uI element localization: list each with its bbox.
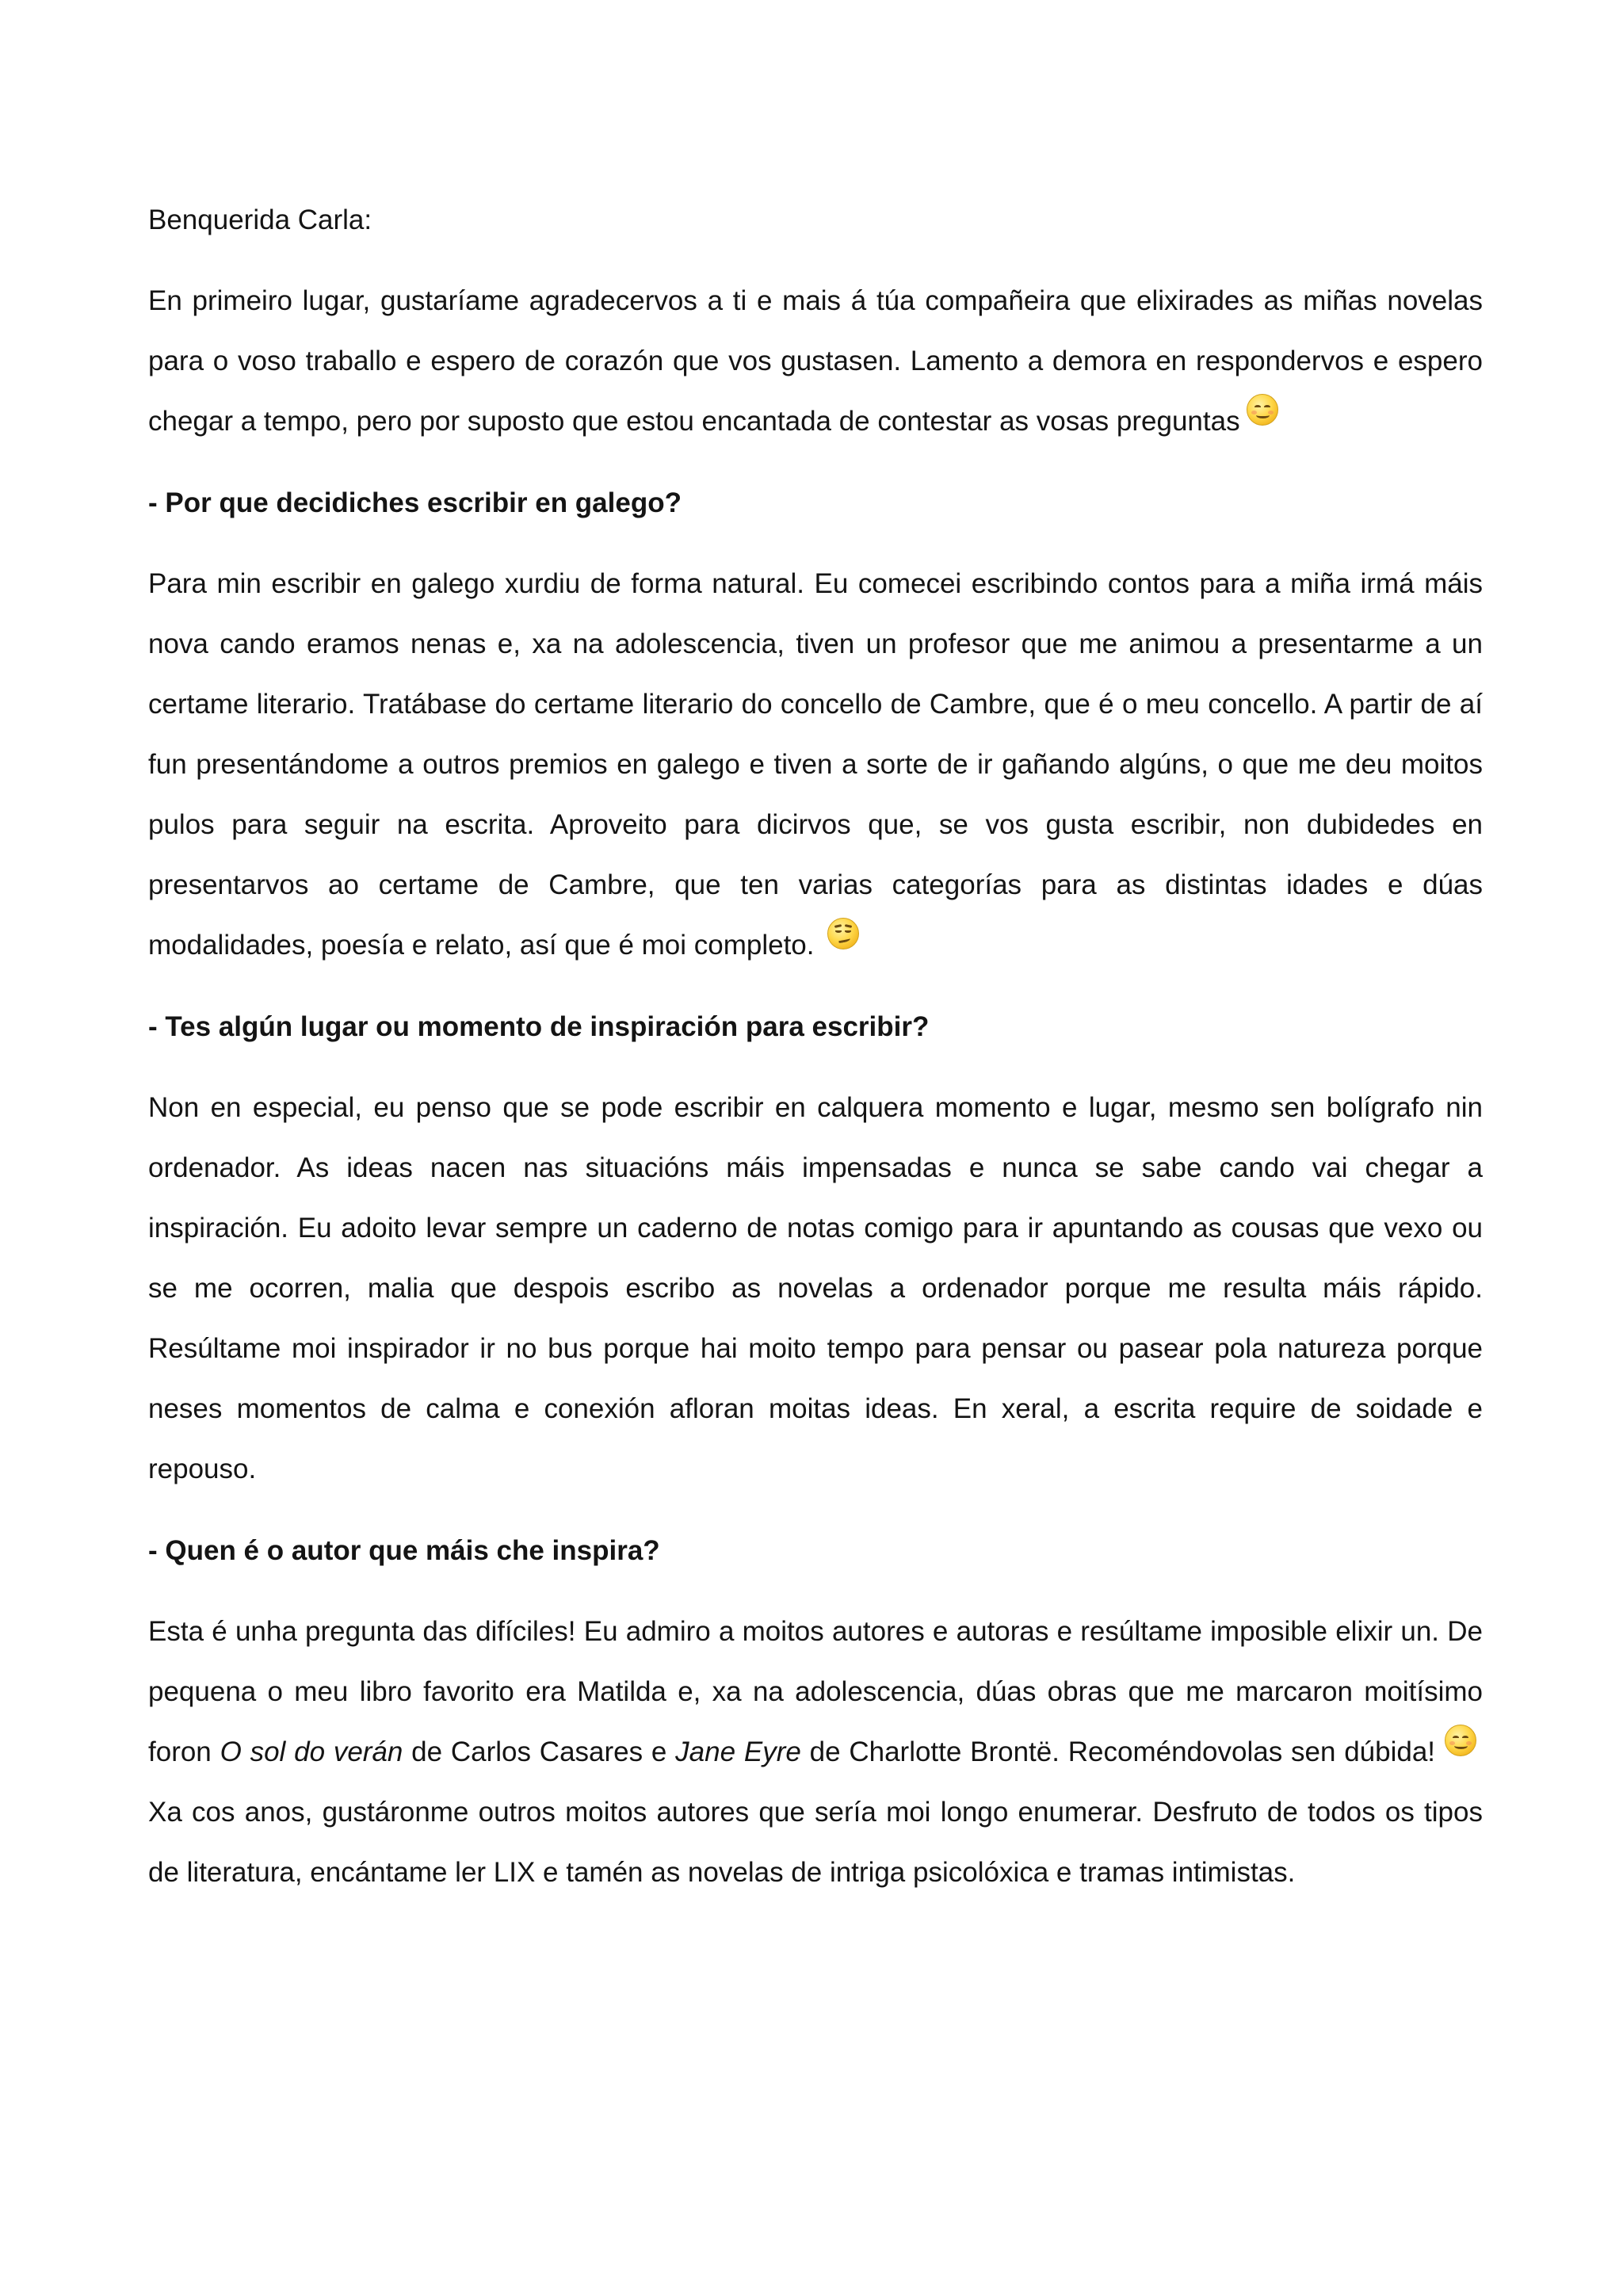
intro-paragraph <box>148 271 1483 452</box>
question-2 <box>148 997 1483 1057</box>
answer-3-part-3: de Charlotte Brontë. Recoméndovolas sen dúbida! <box>800 1736 1436 1767</box>
question-1 <box>148 473 1483 533</box>
answer-3-part-2: de Carlos Casares e <box>403 1736 676 1767</box>
answer-1 <box>148 554 1483 976</box>
book-title-jane-eyre: Jane Eyre <box>675 1736 801 1767</box>
question-1-text: - Por que decidiches escribir en galego? <box>148 487 682 518</box>
smirking-face-icon <box>827 918 859 949</box>
answer-3-part-1: Esta é unha pregunta das difíciles! Eu admiro a moitos autores e autoras e resúltame imposible elixir un. De pequena o meu libro favorito era Matilda e, xa na adolescencia, dúas obras que me marcaron moitísimo foron <box>148 1616 1483 1767</box>
question-3-text: - Quen é o autor que máis che inspira? <box>148 1535 660 1566</box>
letter-body <box>148 190 1483 1924</box>
question-3 <box>148 1521 1483 1581</box>
answer-1-text: Para min escribir en galego xurdiu de forma natural. Eu comecei escribindo contos para a miña irmá máis nova cando eramos nenas e, xa na adolescencia, tiven un profesor que me animou a presentarme a un certame literario. Tratábase do certame literario do concello de Cambre, que é o meu concello. A partir de aí fun presentándome a outros premios en galego e tiven a sorte de ir gañando algúns, o que me deu moitos pulos para seguir na escrita. Aproveito para dicirvos que, se vos gusta escribir, non dubidedes en presentarvos ao certame de Cambre, que ten varias categorías para as distintas idades e dúas modalidades, poesía e relato, así que é moi completo. <box>148 568 1483 961</box>
answer-3 <box>148 1602 1483 1903</box>
answer-3-part-4: Xa cos anos, gustáronme outros moitos autores que sería moi longo enumerar. Desfruto de todos os tipos de literatura, encántame ler LIX e tamén as novelas de intriga psicolóxica e tramas intimistas. <box>148 1797 1483 1888</box>
smiling-face-icon <box>1247 394 1278 426</box>
answer-2-text: Non en especial, eu penso que se pode escribir en calquera momento e lugar, mesmo sen bolígrafo nin ordenador. As ideas nacen nas situacións máis impensadas e nunca se sabe cando vai chegar a inspiración. Eu adoito levar sempre un caderno de notas comigo para ir apuntando as cousas que vexo ou se me ocorren, malia que despois escribo as novelas a ordenador porque me resulta máis rápido. Resúltame moi inspirador ir no bus porque hai moito tempo para pensar ou pasear pola natureza porque neses momentos de calma e conexión afloran moitas ideas. En xeral, a escrita require de soidade e repouso. <box>148 1092 1483 1484</box>
answer-2 <box>148 1078 1483 1499</box>
smiling-face-icon <box>1445 1725 1476 1756</box>
salutation <box>148 190 1483 250</box>
intro-text: En primeiro lugar, gustaríame agradecervos a ti e mais á túa compañeira que elixirades as miñas novelas para o voso traballo e espero de corazón que vos gustasen. Lamento a demora en respondervos e espero chegar a tempo, pero por suposto que estou encantada de contestar as vosas preguntas <box>148 285 1483 437</box>
salutation-text: Benquerida Carla: <box>148 204 372 235</box>
question-2-text: - Tes algún lugar ou momento de inspiración para escribir? <box>148 1011 930 1042</box>
book-title-o-sol-do-veran: O sol do verán <box>220 1736 403 1767</box>
